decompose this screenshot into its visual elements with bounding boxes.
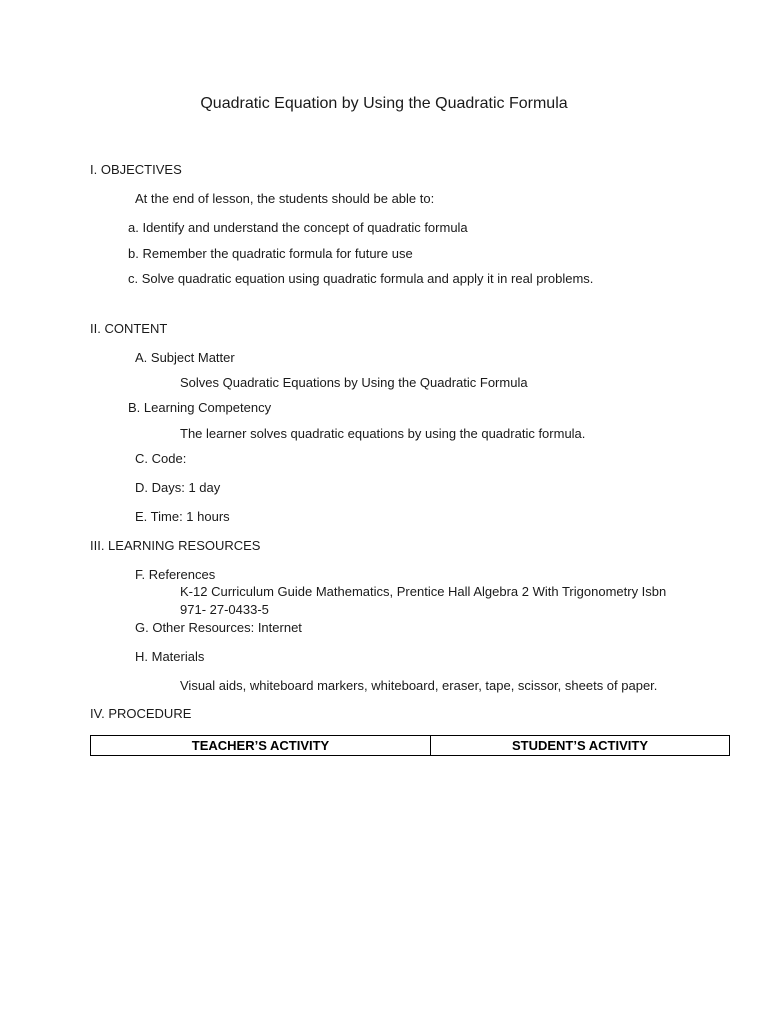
learning-competency-label: B. Learning Competency xyxy=(128,400,272,415)
references-line: 971- 27-0433-5 xyxy=(180,602,269,617)
content-heading: II. CONTENT xyxy=(90,321,168,336)
learning-competency-value: The learner solves quadratic equations by using the quadratic formula. xyxy=(180,426,586,441)
other-resources: G. Other Resources: Internet xyxy=(135,620,302,635)
materials-value: Visual aids, whiteboard markers, whiteboard, eraser, tape, scissor, sheets of paper. xyxy=(180,678,658,693)
teacher-activity-header: TEACHER’S ACTIVITY xyxy=(91,736,431,755)
resources-heading: III. LEARNING RESOURCES xyxy=(90,538,261,553)
subject-matter-value: Solves Quadratic Equations by Using the Quadratic Formula xyxy=(180,375,528,390)
time-field: E. Time: 1 hours xyxy=(135,509,230,524)
student-activity-header: STUDENT’S ACTIVITY xyxy=(511,738,649,753)
procedure-heading: IV. PROCEDURE xyxy=(90,706,192,721)
code-field: C. Code: xyxy=(135,451,187,466)
objective-item: a. Identify and understand the concept of quadratic formula xyxy=(128,220,468,235)
references-line: K-12 Curriculum Guide Mathematics, Prentice Hall Algebra 2 With Trigonometry Isbn xyxy=(180,584,667,599)
objective-item: b. Remember the quadratic formula for future use xyxy=(128,246,413,261)
subject-matter-label: A. Subject Matter xyxy=(135,350,235,365)
days-field: D. Days: 1 day xyxy=(135,480,221,495)
page-title: Quadratic Equation by Using the Quadratic Formula xyxy=(200,95,568,112)
references-label: F. References xyxy=(135,567,216,582)
objective-item: c. Solve quadratic equation using quadratic formula and apply it in real problems. xyxy=(128,271,594,286)
objectives-heading: I. OBJECTIVES xyxy=(90,162,182,177)
procedure-table xyxy=(90,735,730,756)
materials-label: H. Materials xyxy=(135,649,205,664)
objectives-intro: At the end of lesson, the students should be able to: xyxy=(135,191,435,206)
